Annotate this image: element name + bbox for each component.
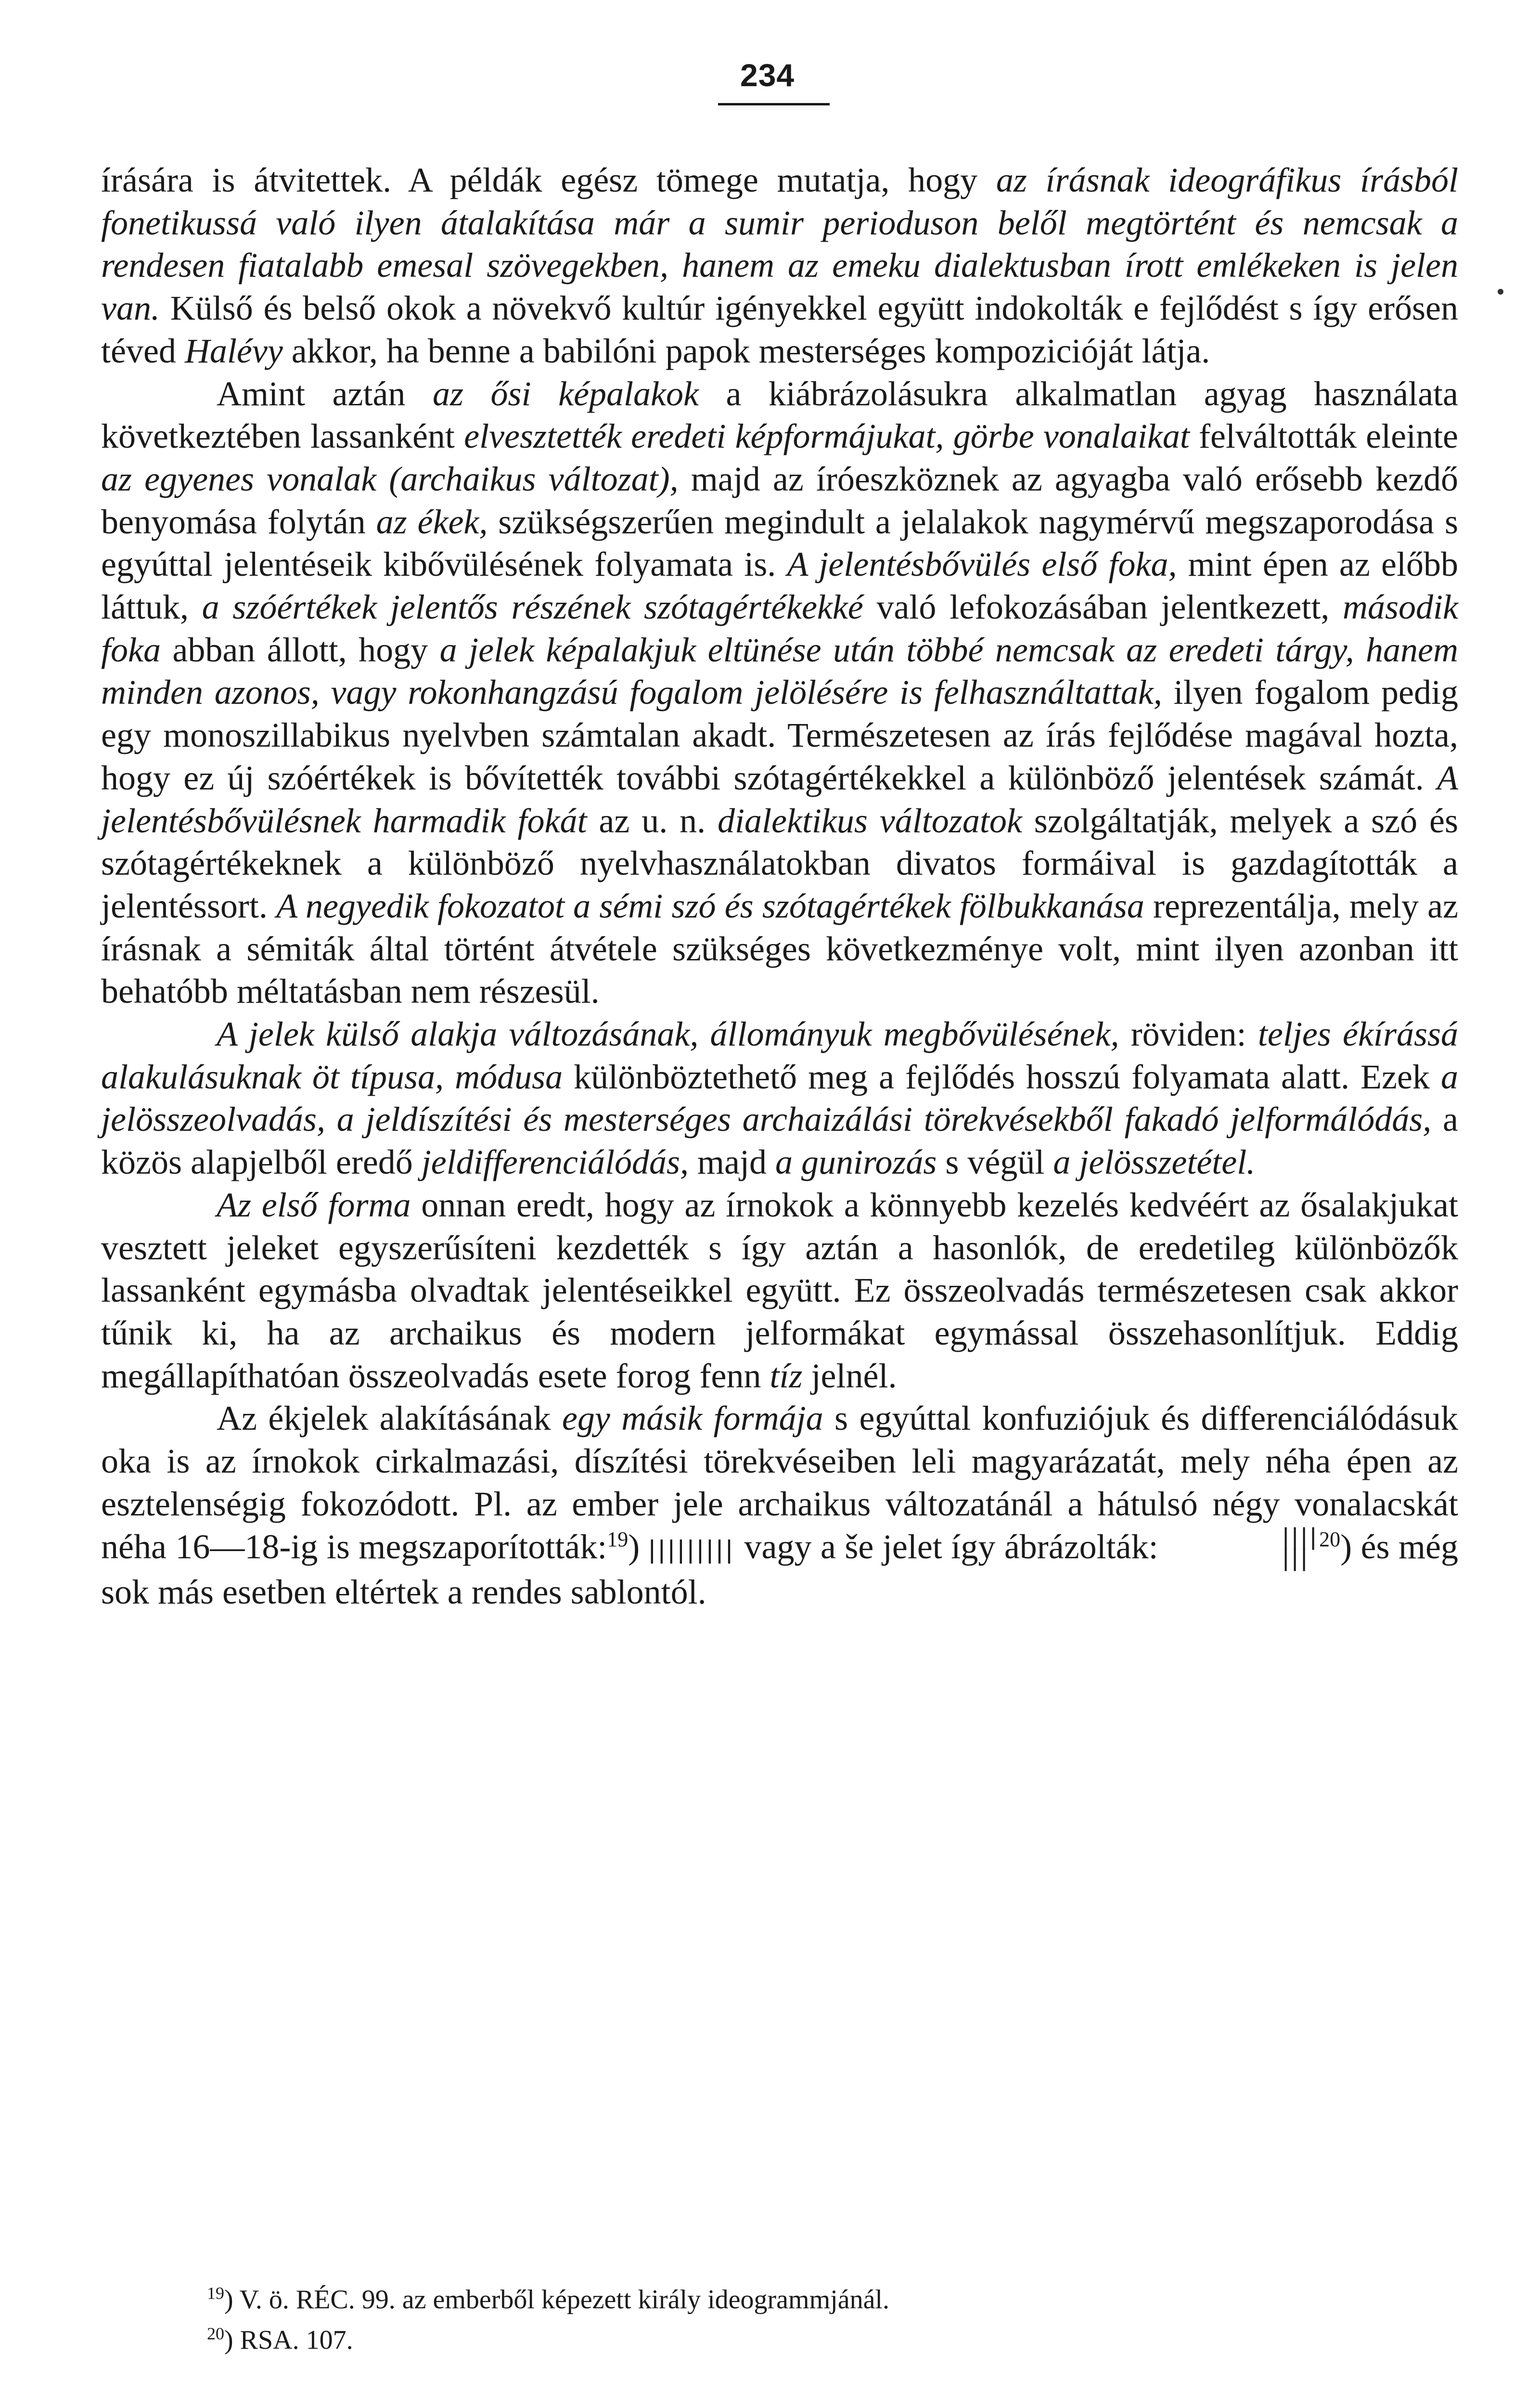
italic-text: második foka bbox=[101, 588, 1458, 669]
text-run: való lefokozásában jelentkezett, bbox=[863, 588, 1343, 627]
page-number-underline bbox=[718, 103, 830, 105]
text-run: a kiábrázolásukra alkalmatlan agyag használata következtében lassanként bbox=[101, 374, 1459, 456]
footnote-number: 20 bbox=[207, 2324, 224, 2343]
text-run: szükségszerűen megindult a jelalakok nagymérvű megszaporodása s egyúttal jelentéseik kibővülésének folyamata is. bbox=[101, 502, 1458, 584]
text-run: akkor, ha benne a babilóni papok mesterséges kompozicióját látja. bbox=[282, 331, 1210, 370]
italic-text: A jelentésbővülésnek harmadik fokát bbox=[101, 758, 1458, 840]
footnote-text: ) V. ö. RÉC. 99. az emberből képezett király ideogrammjánál. bbox=[224, 2285, 889, 2315]
paragraph bbox=[101, 373, 1458, 1013]
text-run: Az ékjelek alakításának bbox=[217, 1399, 562, 1438]
footnote bbox=[207, 2320, 1410, 2360]
main-body-text bbox=[101, 159, 1458, 1614]
text-run: s egyúttal konfuziójuk és differenciálódásuk oka is az írnokok cirkalmazási, díszítési törekvéseiben leli magyarázatát, mely néha épen az esztelenségig fokozódott. Pl. az ember jele archaikus változatánál a hátulsó négy vonalacskát néha 16—18-ig is megszaporították: bbox=[101, 1399, 1459, 1566]
italic-text: A negyedik fokozatot a sémi szó és szótagértékek fölbukkanása bbox=[276, 886, 1144, 925]
footnote-ref: 20 bbox=[1319, 1527, 1341, 1551]
paragraph bbox=[101, 1397, 1458, 1614]
footnotes bbox=[207, 2279, 1410, 2360]
italic-text: jeldifferenciálódás, bbox=[421, 1143, 689, 1182]
text-run: majd bbox=[689, 1143, 775, 1182]
italic-text: a gunirozás bbox=[775, 1143, 937, 1182]
text-run: abban állott, hogy bbox=[160, 630, 440, 669]
italic-text: a szóértékek jelentős részének szótagértékekké bbox=[202, 588, 863, 627]
text-run: szolgáltatják, melyek a szó és szótagértékeknek a különböző nyelvhasználatokban divatos formáival is gazdagították a jelentéssort. bbox=[101, 801, 1459, 925]
italic-text: a jelek képalakjuk eltünése után többé nemcsak az eredeti tárgy, hanem minden azonos, vagy rokonhangzású fogalom jelölésére is felhasználtattak, bbox=[101, 630, 1459, 712]
text-run: Amint aztán bbox=[217, 374, 433, 413]
italic-text: az ékek, bbox=[376, 502, 488, 541]
footnote bbox=[207, 2279, 1410, 2320]
italic-text: dialektikus változatok bbox=[718, 801, 1022, 840]
print-speck bbox=[1498, 289, 1503, 295]
italic-text: teljes ékírássá alakulásuknak öt típusa, módusa bbox=[101, 1015, 1458, 1096]
footnote-number: 19 bbox=[207, 2283, 224, 2303]
text-run: majd az íróeszköznek az agyagba való erősebb kezdő benyomása folytán bbox=[101, 459, 1459, 541]
paragraph bbox=[101, 1013, 1458, 1184]
italic-text: az írásnak ideográfikus írásból fonetikussá való ilyen átalakítása már a sumir perioduson belől megtörtént és nemcsak a rendesen fiatalabb emesal szövegekben, hanem az emeku dialektusban írott emlékeken is jelen van. bbox=[101, 161, 1458, 328]
text-run: ) és még sok más esetben eltértek a rendes sablontól. bbox=[101, 1527, 1459, 1612]
text-run: írására is átvitettek. A példák egész tömege mutatja, hogy bbox=[101, 161, 996, 199]
italic-text: Halévy bbox=[184, 331, 283, 370]
footnote-text: ) RSA. 107. bbox=[224, 2325, 353, 2355]
italic-text: egy másik formája bbox=[562, 1399, 823, 1438]
text-run: mint épen az előbb láttuk, bbox=[101, 545, 1458, 627]
paragraph bbox=[101, 159, 1458, 373]
text-run: Külső és belső okok a növekvő kultúr igényekkel együtt indokolták e fejlődést s így erősen téved bbox=[101, 289, 1458, 370]
text-run: jelnél. bbox=[802, 1356, 897, 1395]
text-run: felváltották eleinte bbox=[1189, 417, 1459, 456]
text-run: onnan eredt, hogy az írnokok a könnyebb kezelés kedvéért az ősalakjukat vesztett jeleket egyszerűsíteni kezdették s így aztán a hasonlók, de eredetileg különbözők lassanként egymásba olvadtak jelentéseikkel együtt. Ez összeolvadás természetesen csak akkor tűnik ki, ha az archaikus és modern jelformákat egymással összehasonlítjuk. Eddig megállapíthatóan összeolvadás esete forog fenn bbox=[101, 1185, 1458, 1395]
italic-text: A jelentésbővülés első foka, bbox=[787, 545, 1177, 584]
italic-text: a jelösszetétel. bbox=[1053, 1143, 1256, 1182]
italic-text: az ősi képalakok bbox=[432, 374, 699, 413]
italic-text: az egyenes vonalak (archaikus változat), bbox=[101, 459, 679, 498]
text-run: ilyen fogalom pedig egy monoszillabikus nyelvben számtalan akadt. Természetesen az írás fejlődése magával hozta, hogy ez új szóértékek is bővítették további szótagértékekkel a különböző jelentések számát. bbox=[101, 673, 1458, 797]
italic-text: elvesztették eredeti képformájukat, görbe vonalaikat bbox=[464, 417, 1190, 456]
text-run: vagy a še jelet így ábrázolták: bbox=[735, 1527, 1168, 1566]
text-run: ) bbox=[628, 1527, 649, 1566]
cuneiform-sign: |||| ||| bbox=[1283, 1523, 1320, 1571]
text-run: reprezentálja, mely az írásnak a sémiták által történt átvétele szükséges következménye volt, mint ilyen azonban itt behatóbb méltatásban nem részesül. bbox=[101, 886, 1458, 1011]
paragraph bbox=[101, 1184, 1458, 1398]
text-run: az u. n. bbox=[587, 801, 718, 840]
page-number: 234 bbox=[740, 57, 795, 93]
text-run: s végül bbox=[937, 1143, 1053, 1182]
italic-text: tíz bbox=[770, 1356, 803, 1395]
text-run: különböztethető meg a fejlődés hosszú folyamata alatt. Ezek bbox=[563, 1057, 1441, 1096]
italic-text: a jelösszeolvadás, a jeldíszítési és mesterséges archaizálási törekvésekből fakadó jelformálódás, bbox=[101, 1057, 1458, 1139]
italic-text: Az első forma bbox=[217, 1185, 411, 1224]
text-run: a közös alapjelből eredő bbox=[101, 1100, 1458, 1182]
footnote-ref: 19 bbox=[607, 1527, 629, 1551]
italic-text: A jelek külső alakja változásának, állományuk megbővülésének, bbox=[217, 1015, 1119, 1054]
cuneiform-strokes: ||||||||| bbox=[648, 1535, 735, 1564]
text-run: röviden: bbox=[1119, 1015, 1258, 1054]
